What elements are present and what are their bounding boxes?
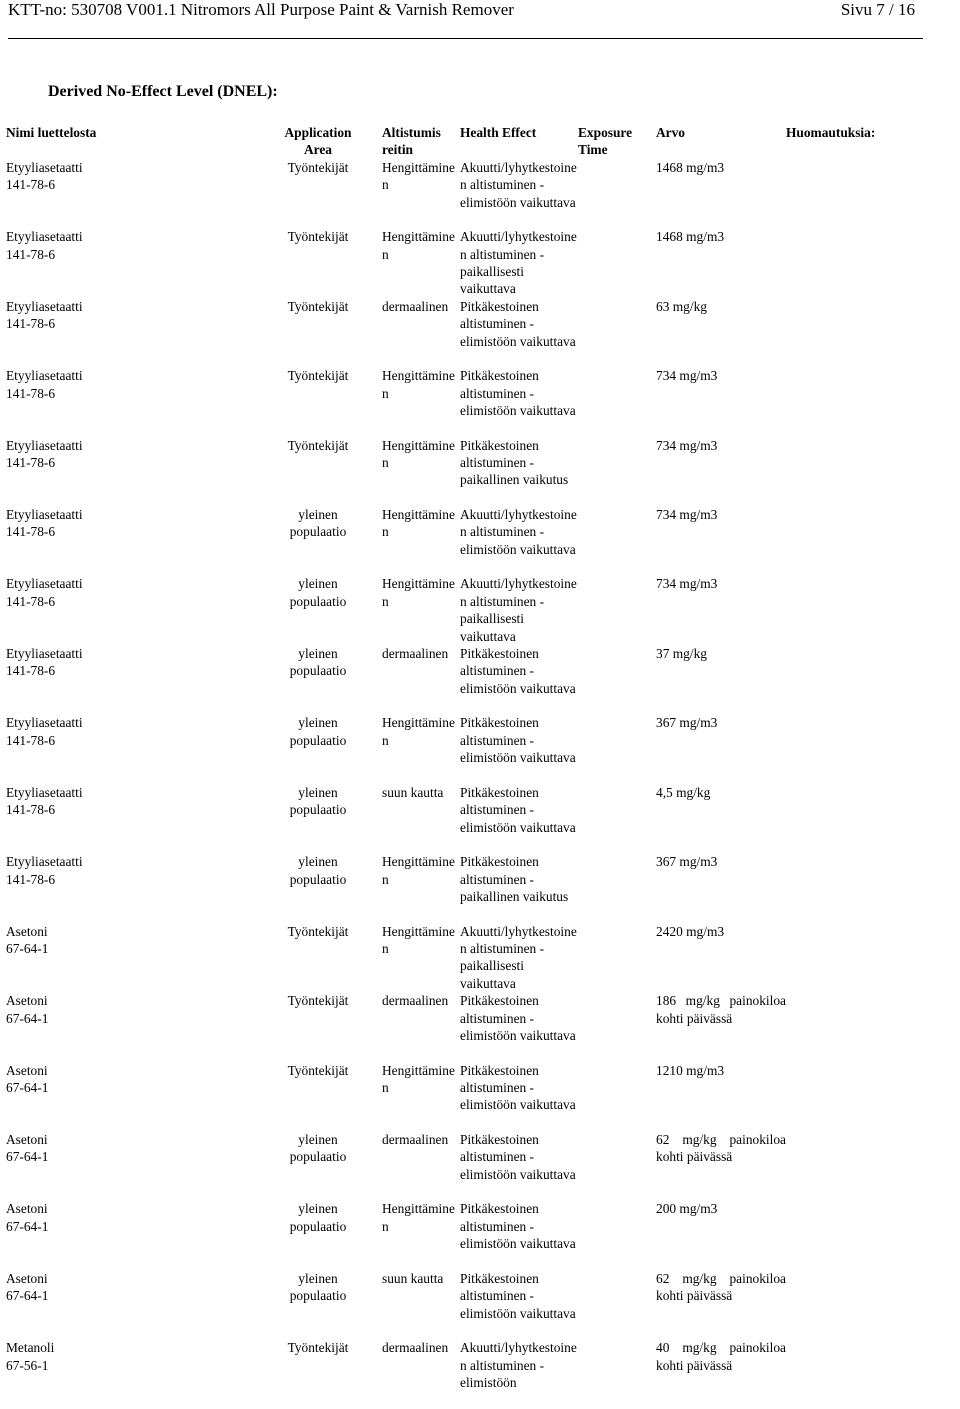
application-area: Työntekijät (287, 159, 349, 175)
substance-name: Etyyliasetaatti (6, 298, 83, 314)
table-row (6, 159, 960, 228)
dnel-value: 734 mg/m3 (656, 437, 718, 453)
exposure-time (578, 298, 656, 367)
exposure-time (578, 992, 656, 1061)
health-effect: Pitkäkestoinen altistuminen - elimistöön vaikuttava (460, 368, 576, 419)
substance-name: Etyyliasetaatti (6, 715, 83, 731)
notes (786, 923, 960, 993)
table-row (6, 1062, 960, 1131)
dnel-value: 734 mg/m3 (656, 368, 718, 384)
health-effect: Pitkäkestoinen altistuminen - elimistöön vaikuttava (460, 1270, 576, 1321)
exposure-route: Hengittäminen (382, 229, 455, 262)
exposure-route: Hengittäminen (382, 1201, 455, 1234)
table-row (6, 1270, 960, 1339)
substance-name: Etyyliasetaatti (6, 507, 83, 522)
application-area: yleinen populaatio (289, 1270, 347, 1304)
exposure-route: Hengittäminen (382, 1062, 455, 1095)
cas-number: 141-78-6 (6, 524, 56, 540)
substance-cell (6, 228, 278, 298)
exposure-time (578, 228, 656, 298)
application-area: yleinen populaatio (289, 646, 347, 679)
dnel-value: 734 mg/m3 (656, 507, 718, 522)
notes (786, 367, 960, 436)
exposure-route: dermaalinen (382, 1340, 449, 1356)
substance-name: Asetoni (6, 993, 48, 1009)
substance-name: Etyyliasetaatti (6, 784, 83, 800)
cas-number: 141-78-6 (6, 802, 56, 818)
dnel-value: 367 mg/m3 (656, 715, 718, 731)
cas-number: 67-64-1 (6, 1288, 49, 1304)
table-row (6, 228, 960, 298)
substance-name: Etyyliasetaatti (6, 854, 83, 870)
notes (786, 437, 960, 506)
exposure-route: Hengittäminen (382, 715, 455, 748)
application-area: yleinen populaatio (289, 784, 347, 818)
exposure-time (578, 853, 656, 922)
cas-number: 141-78-6 (6, 593, 56, 609)
header-area: Application Area (284, 125, 352, 158)
notes (786, 506, 960, 575)
exposure-route: dermaalinen (382, 1131, 449, 1147)
header-effect: Health Effect (460, 125, 537, 140)
table-header-row (6, 124, 960, 159)
table-row (6, 784, 960, 853)
cas-number: 141-78-6 (6, 177, 56, 193)
header-value: Arvo (656, 125, 686, 140)
application-area: Työntekijät (287, 1062, 349, 1078)
table-row (6, 437, 960, 506)
dnel-value: 4,5 mg/kg (656, 784, 711, 800)
health-effect: Pitkäkestoinen altistuminen - elimistöön vaikuttava (460, 646, 576, 696)
header-route: Altistumis reitin (382, 125, 441, 158)
exposure-time (578, 784, 656, 853)
header-notes: Huomautuksia: (786, 125, 876, 140)
table-row (6, 1339, 960, 1408)
table-row (6, 992, 960, 1061)
cas-number: 141-78-6 (6, 455, 56, 471)
dnel-value: 186 mg/kg painokiloa kohti päivässä (656, 993, 786, 1026)
application-area: Työntekijät (287, 437, 349, 453)
substance-cell (6, 1339, 278, 1408)
notes (786, 1062, 960, 1131)
exposure-time (578, 159, 656, 228)
exposure-time (578, 923, 656, 993)
health-effect: Akuutti/lyhytkestoinen altistuminen - elimistöön vaikuttava (460, 159, 577, 210)
exposure-route: dermaalinen (382, 298, 449, 314)
substance-cell (6, 506, 278, 575)
exposure-time (578, 1339, 656, 1408)
substance-name: Etyyliasetaatti (6, 576, 83, 592)
application-area: Työntekijät (287, 1340, 349, 1356)
application-area: yleinen populaatio (289, 854, 347, 887)
health-effect: Akuutti/lyhytkestoinen altistuminen - paikallisesti vaikuttava (460, 576, 577, 644)
application-area: Työntekijät (287, 368, 349, 384)
notes (786, 298, 960, 367)
exposure-route: Hengittäminen (382, 854, 455, 887)
table-row (6, 1200, 960, 1269)
exposure-route: suun kautta (382, 1270, 444, 1286)
substance-name: Asetoni (6, 1131, 48, 1147)
health-effect: Pitkäkestoinen altistuminen - elimistöön vaikuttava (460, 993, 576, 1044)
exposure-route: dermaalinen (382, 993, 449, 1009)
exposure-time (578, 714, 656, 783)
notes (786, 714, 960, 783)
health-effect: Akuutti/lyhytkestoinen altistuminen - paikallisesti vaikuttava (460, 229, 577, 297)
application-area: Työntekijät (287, 298, 349, 314)
dnel-value: 200 mg/m3 (656, 1201, 718, 1217)
health-effect: Pitkäkestoinen altistuminen - elimistöön vaikuttava (460, 784, 576, 835)
application-area: yleinen populaatio (289, 715, 347, 748)
table-row (6, 714, 960, 783)
exposure-route: suun kautta (382, 784, 444, 800)
exposure-time (578, 506, 656, 575)
substance-name: Etyyliasetaatti (6, 229, 83, 245)
section-title: Derived No-Effect Level (DNEL): (48, 83, 278, 100)
notes (786, 992, 960, 1061)
health-effect: Pitkäkestoinen altistuminen - elimistöön vaikuttava (460, 1201, 576, 1252)
health-effect: Pitkäkestoinen altistuminen - elimistöön vaikuttava (460, 1062, 576, 1113)
cas-number: 67-64-1 (6, 1010, 49, 1026)
cas-number: 141-78-6 (6, 663, 56, 679)
table-row (6, 1131, 960, 1200)
notes (786, 645, 960, 714)
application-area: yleinen populaatio (289, 576, 347, 609)
substance-cell (6, 1062, 278, 1131)
cas-number: 141-78-6 (6, 385, 56, 401)
substance-cell (6, 575, 278, 645)
exposure-route: Hengittäminen (382, 923, 455, 956)
exposure-time (578, 1200, 656, 1269)
substance-cell (6, 992, 278, 1061)
dnel-value: 62 mg/kg painokiloa kohti päivässä (656, 1131, 786, 1165)
application-area: yleinen populaatio (289, 1201, 347, 1234)
header-name: Nimi luettelosta (6, 125, 97, 140)
substance-cell (6, 853, 278, 922)
dnel-value: 62 mg/kg painokiloa kohti päivässä (656, 1270, 786, 1304)
notes (786, 159, 960, 228)
substance-name: Metanoli (6, 1340, 55, 1356)
health-effect: Akuutti/lyhytkestoinen altistuminen - elimistöön vaikuttava (460, 507, 577, 557)
notes (786, 1339, 960, 1408)
exposure-time (578, 1131, 656, 1200)
cas-number: 67-56-1 (6, 1357, 49, 1373)
page-header (8, 0, 923, 26)
application-area: Työntekijät (287, 923, 349, 939)
cas-number: 67-64-1 (6, 1218, 49, 1234)
notes (786, 853, 960, 922)
cas-number: 141-78-6 (6, 246, 56, 262)
dnel-table (6, 124, 960, 1409)
health-effect: Akuutti/lyhytkestoinen altistuminen - paikallisesti vaikuttava (460, 923, 577, 991)
exposure-route: Hengittäminen (382, 437, 455, 471)
health-effect: Akuutti/lyhytkestoinen altistuminen - elimistöön (460, 1340, 577, 1390)
health-effect: Pitkäkestoinen altistuminen - elimistöön vaikuttava (460, 715, 576, 766)
dnel-value: 1468 mg/m3 (656, 229, 725, 245)
cas-number: 67-64-1 (6, 1149, 49, 1165)
substance-cell (6, 159, 278, 228)
substance-cell (6, 437, 278, 506)
notes (786, 1200, 960, 1269)
dnel-value: 1468 mg/m3 (656, 159, 725, 175)
dnel-value: 63 mg/kg (656, 298, 707, 314)
substance-name: Asetoni (6, 1062, 48, 1078)
substance-name: Asetoni (6, 1201, 48, 1217)
substance-cell (6, 298, 278, 367)
health-effect: Pitkäkestoinen altistuminen - elimistöön vaikuttava (460, 1131, 576, 1182)
cas-number: 67-64-1 (6, 1080, 49, 1095)
health-effect: Pitkäkestoinen altistuminen - elimistöön vaikuttava (460, 298, 576, 349)
notes (786, 228, 960, 298)
health-effect: Pitkäkestoinen altistuminen - paikallinen vaikutus (460, 437, 569, 488)
dnel-value: 1210 mg/m3 (656, 1062, 725, 1078)
cas-number: 141-78-6 (6, 871, 56, 887)
substance-name: Asetoni (6, 923, 48, 939)
notes (786, 1270, 960, 1339)
table-row (6, 923, 960, 993)
dnel-value: 2420 mg/m3 (656, 923, 725, 939)
document-id: KTT-no: 530708 V001.1 Nitromors All Purpose Paint & Varnish Remover (8, 0, 514, 19)
cas-number: 141-78-6 (6, 316, 56, 332)
health-effect: Pitkäkestoinen altistuminen - paikallinen vaikutus (460, 854, 569, 904)
table-row (6, 367, 960, 436)
exposure-time (578, 645, 656, 714)
substance-cell (6, 923, 278, 993)
exposure-time (578, 1062, 656, 1131)
table-row (6, 506, 960, 575)
notes (786, 1131, 960, 1200)
notes (786, 575, 960, 645)
exposure-route: Hengittäminen (382, 576, 455, 609)
substance-name: Asetoni (6, 1270, 48, 1286)
exposure-time (578, 367, 656, 436)
substance-cell (6, 1131, 278, 1200)
table-row (6, 853, 960, 922)
application-area: yleinen populaatio (289, 1131, 347, 1165)
cas-number: 141-78-6 (6, 732, 56, 748)
exposure-route: Hengittäminen (382, 507, 455, 540)
substance-name: Etyyliasetaatti (6, 646, 83, 662)
exposure-route: dermaalinen (382, 646, 449, 662)
exposure-time (578, 575, 656, 645)
table-row (6, 575, 960, 645)
dnel-value: 37 mg/kg (656, 646, 707, 662)
substance-name: Etyyliasetaatti (6, 368, 83, 384)
header-exposure: Exposure Time (578, 125, 633, 158)
application-area: Työntekijät (287, 993, 349, 1009)
exposure-route: Hengittäminen (382, 159, 455, 193)
table-row (6, 298, 960, 367)
exposure-time (578, 1270, 656, 1339)
page-number: Sivu 7 / 16 (840, 0, 915, 19)
substance-cell (6, 714, 278, 783)
substance-name: Etyyliasetaatti (6, 159, 83, 175)
application-area: Työntekijät (287, 229, 349, 245)
exposure-route: Hengittäminen (382, 368, 455, 401)
header-divider (8, 38, 923, 39)
substance-cell (6, 784, 278, 853)
substance-name: Etyyliasetaatti (6, 437, 83, 453)
dnel-value: 367 mg/m3 (656, 854, 718, 870)
notes (786, 784, 960, 853)
dnel-value: 40 mg/kg painokiloa kohti päivässä (656, 1340, 786, 1373)
substance-cell (6, 1200, 278, 1269)
application-area: yleinen populaatio (289, 507, 347, 540)
dnel-value: 734 mg/m3 (656, 576, 718, 592)
substance-cell (6, 645, 278, 714)
table-row (6, 645, 960, 714)
cas-number: 67-64-1 (6, 940, 49, 956)
substance-cell (6, 367, 278, 436)
exposure-time (578, 437, 656, 506)
substance-cell (6, 1270, 278, 1339)
